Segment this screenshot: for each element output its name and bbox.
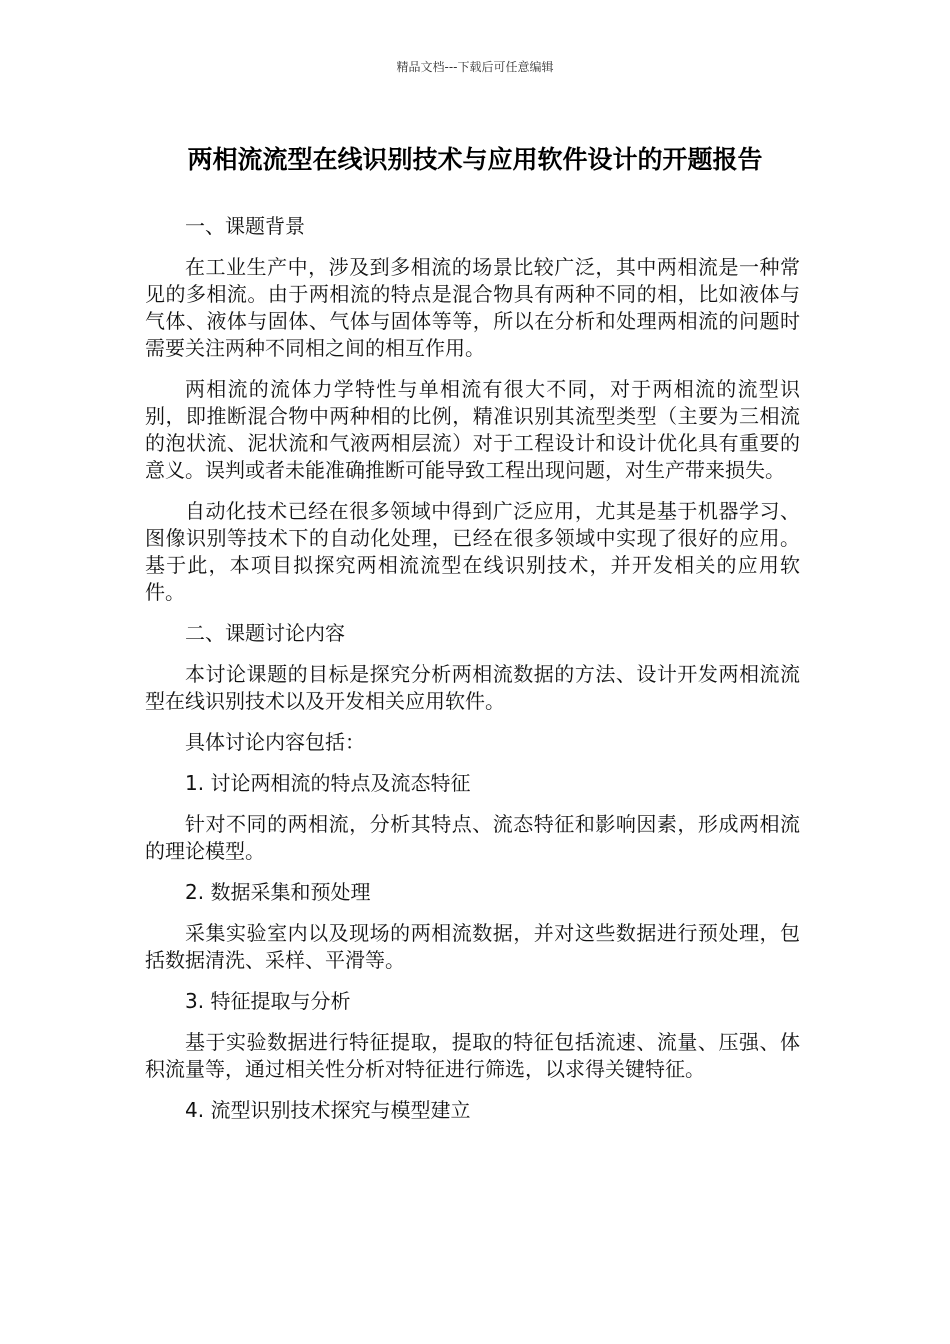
list-item-heading: 1. 讨论两相流的特点及流态特征 — [185, 771, 471, 795]
paragraph: 在工业生产中，涉及到多相流的场景比较广泛，其中两相流是一种常见的多相流。由于两相流的特点是混合物具有两种不同的相，比如液体与气体、液体与固体、气体与固体等等，所以在分析和处理两相流的问题时需要关注两种不同相之间的相互作用。 — [145, 255, 800, 360]
paragraph: 基于实验数据进行特征提取，提取的特征包括流速、流量、压强、体积流量等，通过相关性分析对特征进行筛选，以求得关键特征。 — [145, 1030, 800, 1081]
header-note: 精品文档---下载后可任意编辑 — [396, 60, 554, 74]
document-body — [145, 213, 800, 1138]
list-item-heading: 2. 数据采集和预处理 — [185, 880, 371, 904]
paragraph: 具体讨论内容包括： — [185, 730, 365, 754]
document-title: 两相流流型在线识别技术与应用软件设计的开题报告 — [187, 145, 763, 174]
paragraph: 采集实验室内以及现场的两相流数据，并对这些数据进行预处理，包括数据清洗、采样、平滑等。 — [145, 921, 800, 972]
list-item-heading: 4. 流型识别技术探究与模型建立 — [185, 1098, 471, 1122]
paragraph: 针对不同的两相流，分析其特点、流态特征和影响因素，形成两相流的理论模型。 — [145, 812, 800, 863]
section-heading-research-content: 二、课题讨论内容 — [185, 621, 345, 645]
paragraph: 自动化技术已经在很多领域中得到广泛应用，尤其是基于机器学习、图像识别等技术下的自动化处理，已经在很多领域中实现了很好的应用。 基于此，本项目拟探究两相流流型在线识别技术，并开发相关的应用软件。 — [145, 499, 800, 604]
paragraph: 两相流的流体力学特性与单相流有很大不同，对于两相流的流型识别，即推断混合物中两种相的比例，精准识别其流型类型（主要为三相流的泡状流、泥状流和气液两相层流）对于工程设计和设计优化具有重要的意义。误判或者未能准确推断可能导致工程出现问题，对生产带来损失。 — [145, 377, 800, 482]
paragraph: 本讨论课题的目标是探究分析两相流数据的方法、设计开发两相流流型在线识别技术以及开发相关应用软件。 — [145, 662, 800, 713]
section-heading-background: 一、课题背景 — [185, 214, 305, 238]
list-item-heading: 3. 特征提取与分析 — [185, 989, 351, 1013]
